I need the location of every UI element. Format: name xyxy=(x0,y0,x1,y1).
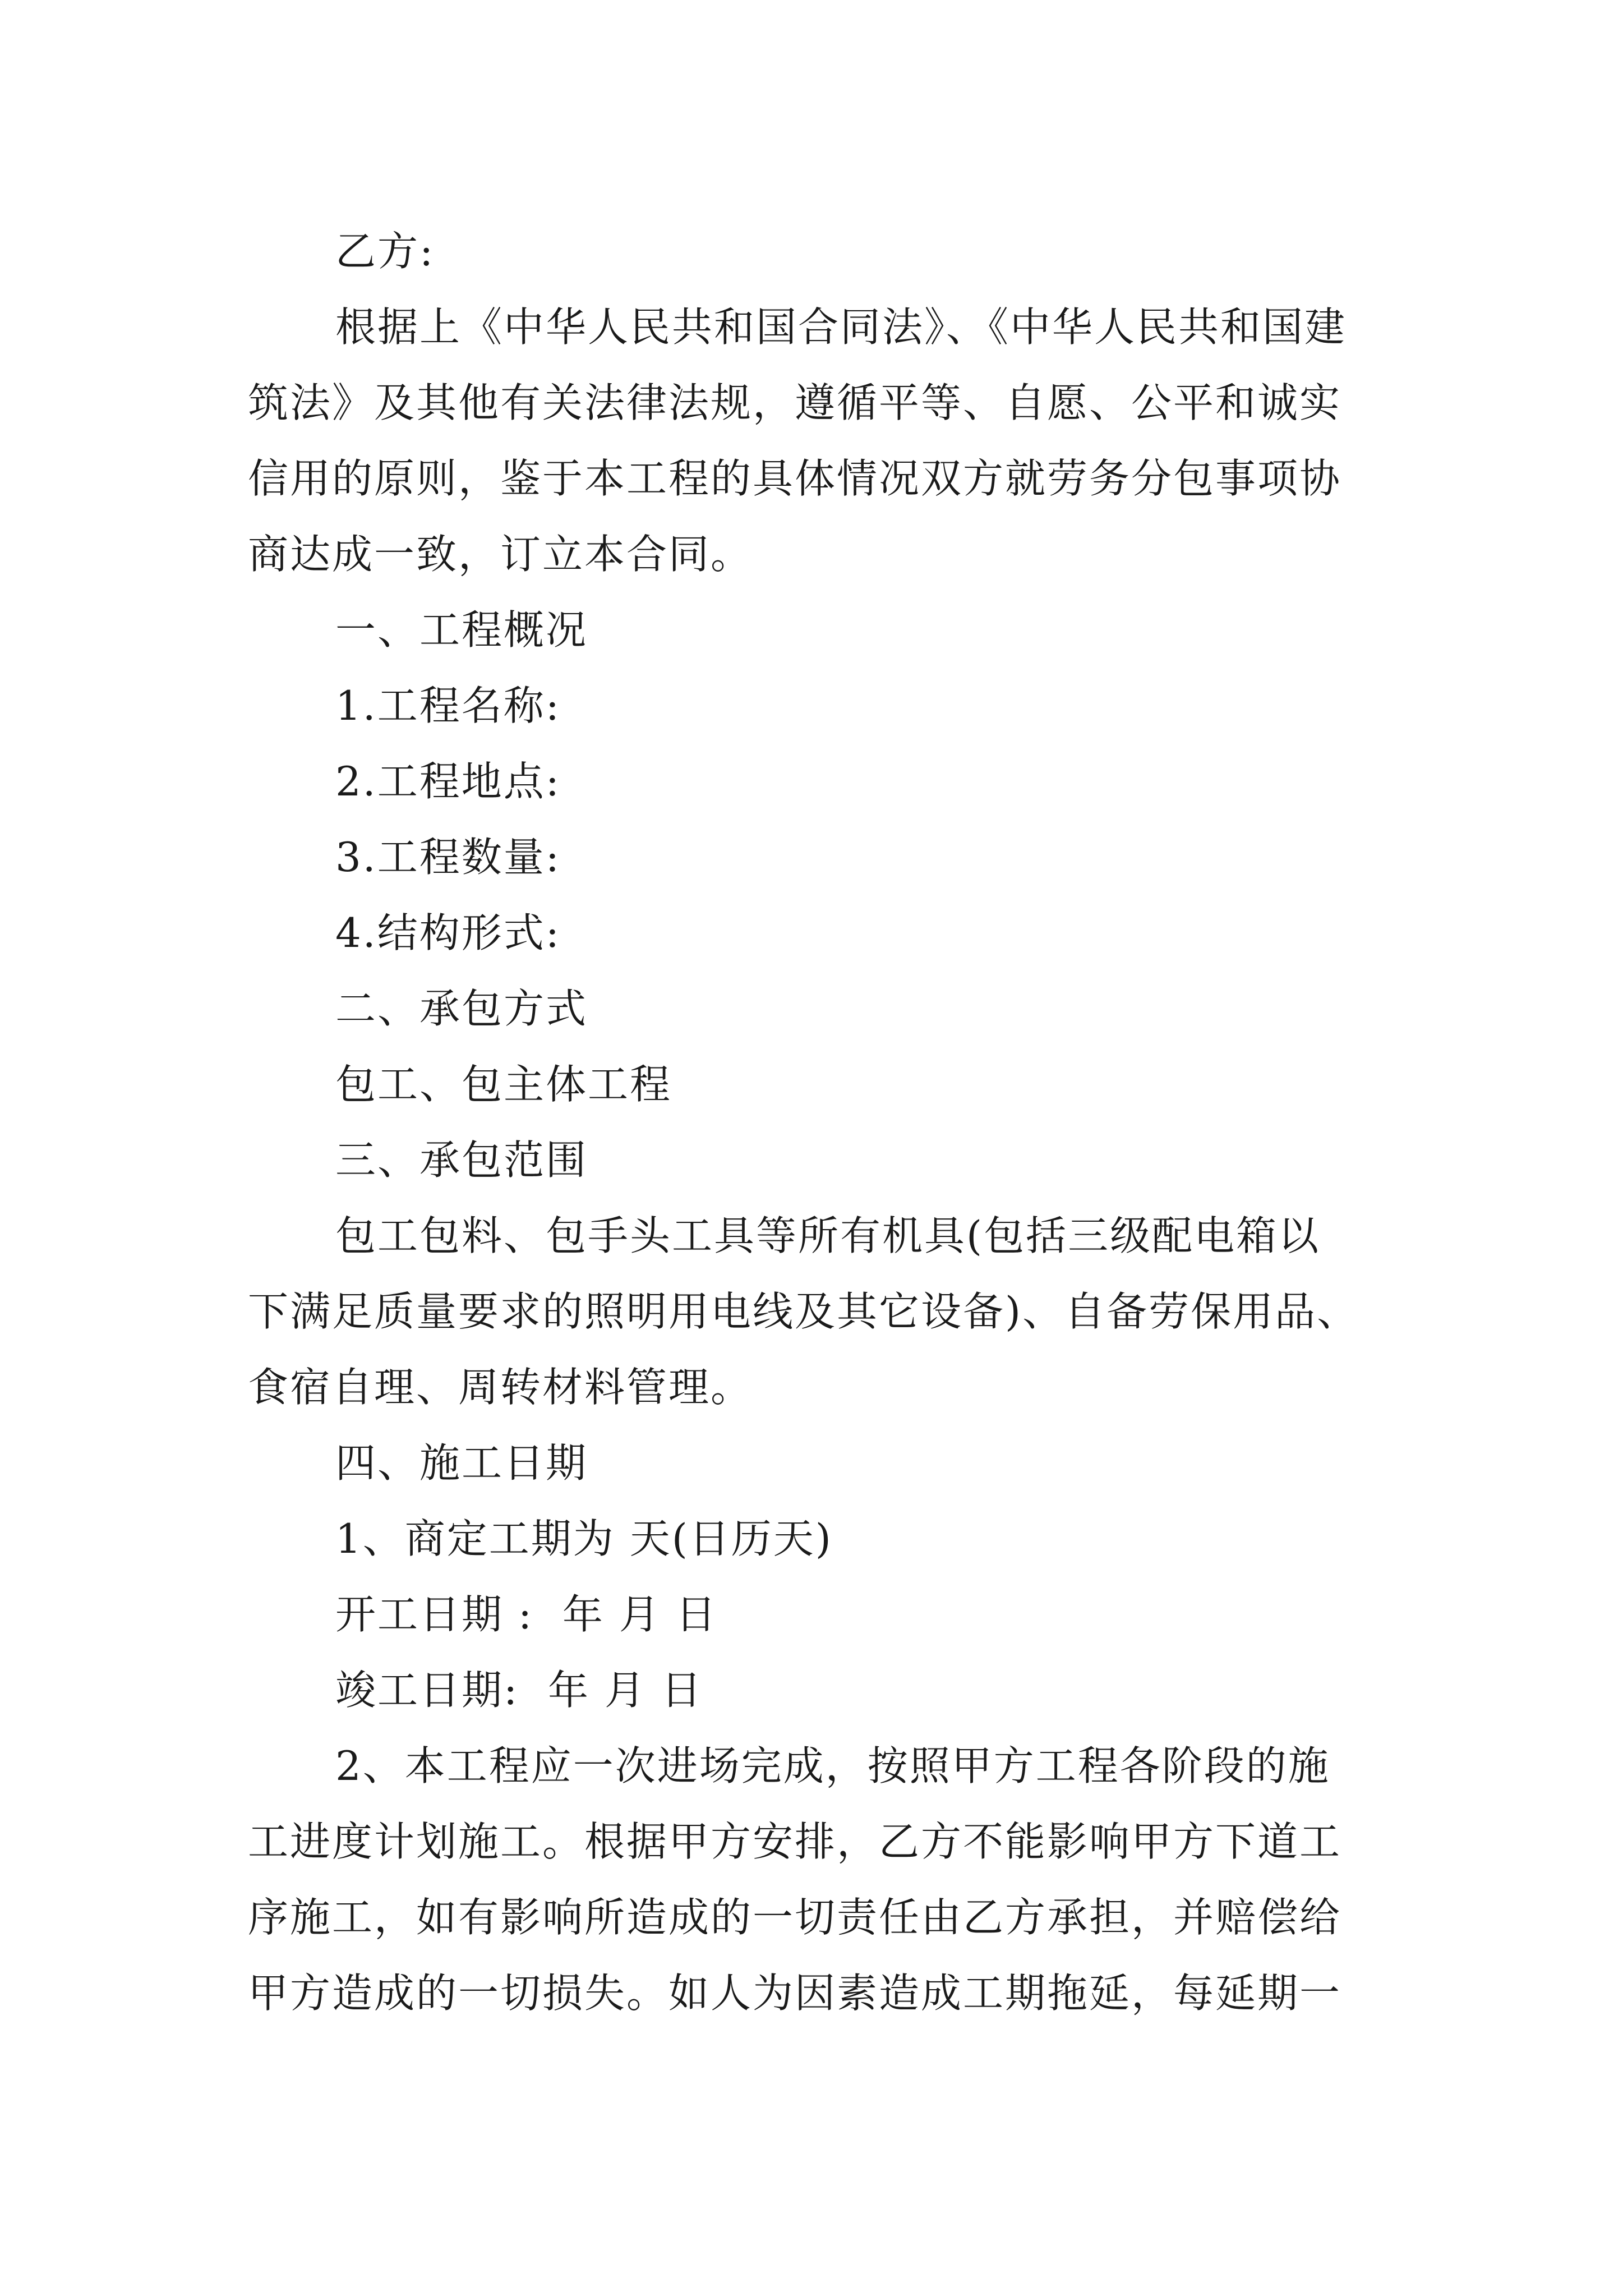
completion-date-line: 竣工日期: 年 月 日 xyxy=(335,1667,703,1714)
section-4-heading: 四、施工日期 xyxy=(335,1439,588,1487)
scope-line-1: 包工包料、包手头工具等所有机具(包括三级配电箱以 xyxy=(335,1212,1321,1259)
preamble-line-3: 信用的原则，鉴于本工程的具体情况双方就劳务分包事项协 xyxy=(248,455,1342,502)
start-date-line: 开工日期 : 年 月 日 xyxy=(335,1591,718,1638)
section-2-heading: 二、承包方式 xyxy=(335,985,588,1032)
duration-line: 1、商定工期为 天(日历天) xyxy=(335,1515,833,1562)
project-quantity-field: 3.工程数量: xyxy=(335,834,561,881)
project-name-field: 1.工程名称: xyxy=(335,682,561,729)
structure-form-field: 4.结构形式: xyxy=(335,909,561,956)
schedule-line-2: 工进度计划施工。根据甲方安排，乙方不能影响甲方下道工 xyxy=(248,1818,1342,1865)
contract-method-text: 包工、包主体工程 xyxy=(335,1061,672,1108)
scope-line-2: 下满足质量要求的照明用电线及其它设备)、自备劳保用品、 xyxy=(248,1288,1359,1335)
section-3-heading: 三、承包范围 xyxy=(335,1137,588,1184)
schedule-line-1: 2、本工程应一次进场完成，按照甲方工程各阶段的施 xyxy=(335,1742,1330,1789)
preamble-line-1: 根据上《中华人民共和国合同法》、《中华人民共和国建 xyxy=(335,303,1347,351)
party-b-label: 乙方: xyxy=(335,228,435,275)
schedule-line-3: 序施工，如有影响所造成的一切责任由乙方承担，并赔偿给 xyxy=(248,1894,1342,1941)
preamble-line-2: 筑法》及其他有关法律法规，遵循平等、自愿、公平和诚实 xyxy=(248,379,1342,426)
section-1-heading: 一、工程概况 xyxy=(335,606,588,654)
scope-line-3: 食宿自理、周转材料管理。 xyxy=(248,1364,753,1411)
project-location-field: 2.工程地点: xyxy=(335,758,561,805)
preamble-line-4: 商达成一致，订立本合同。 xyxy=(248,531,753,578)
schedule-line-4: 甲方造成的一切损失。如人为因素造成工期拖延，每延期一 xyxy=(248,1970,1342,2017)
